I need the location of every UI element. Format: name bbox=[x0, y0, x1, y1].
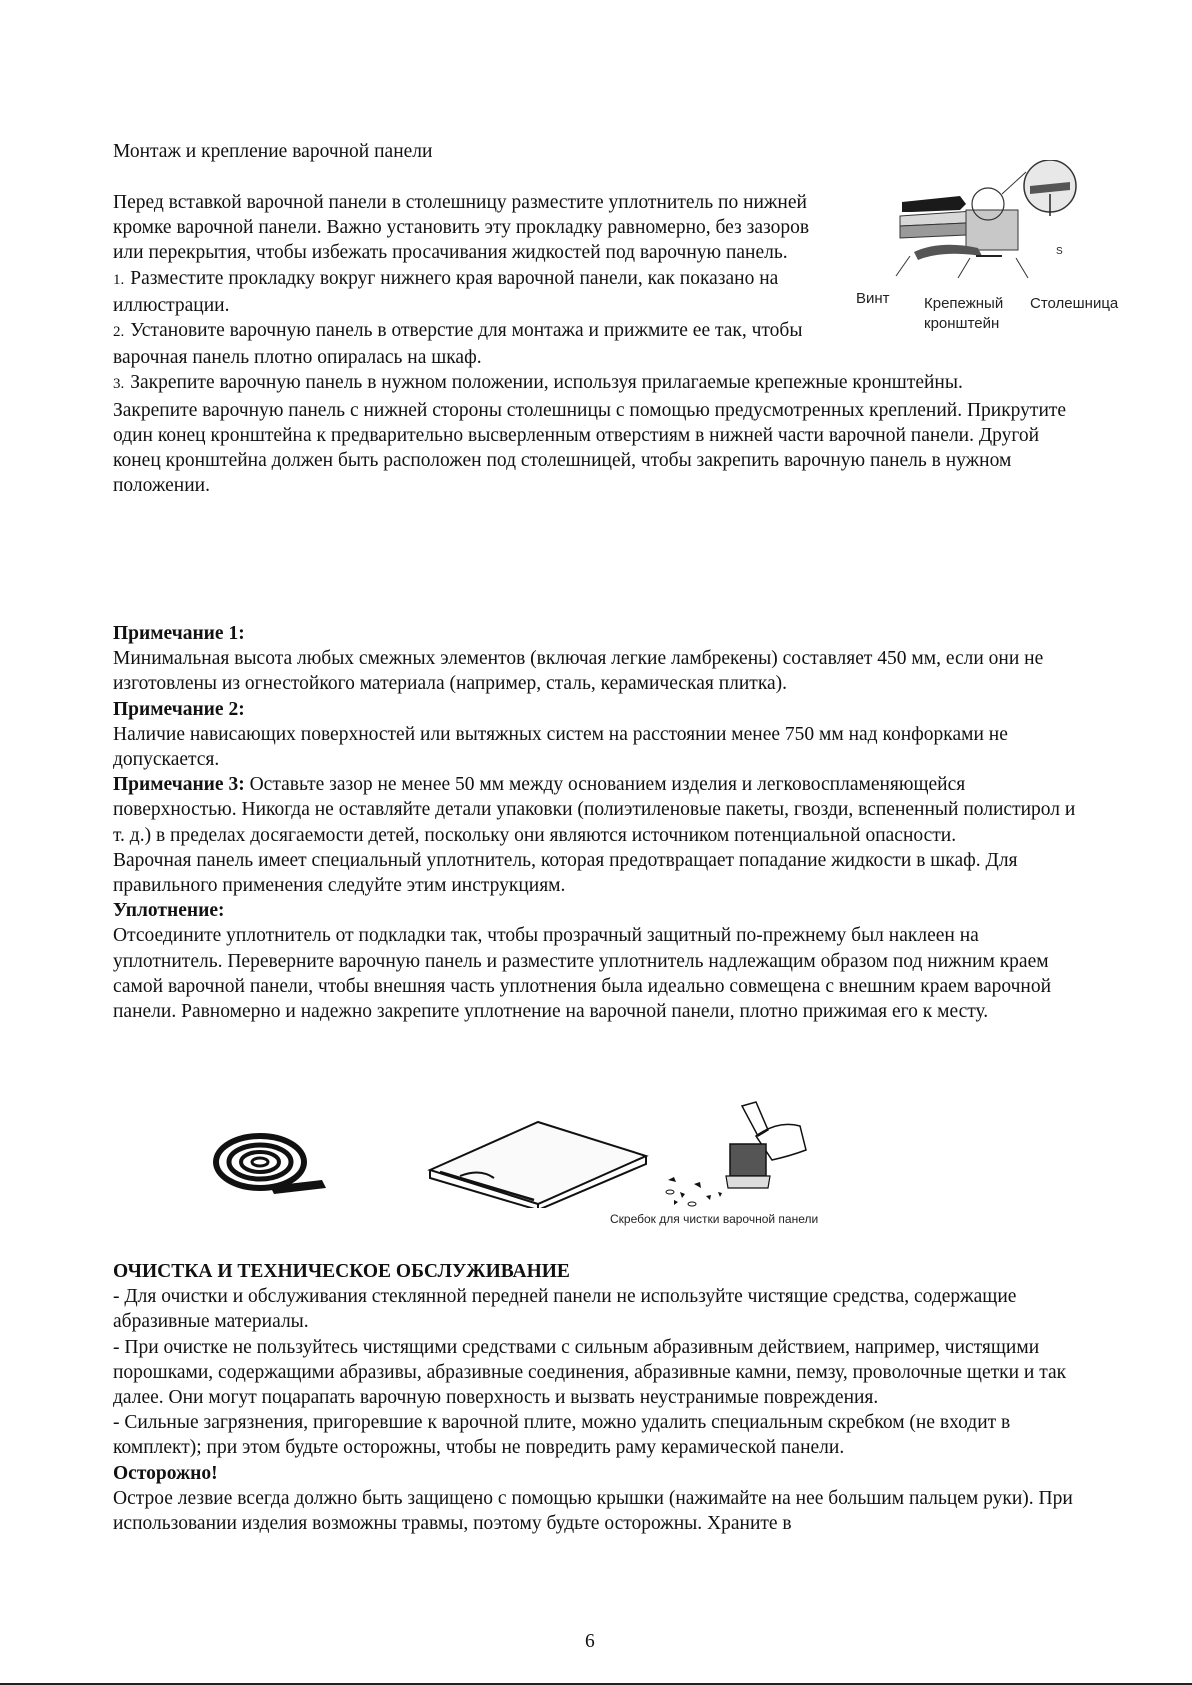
step-text: Установите варочную панель в отверстие для монтажа и прижмите ее так, чтобы варочная панель плотно опиралась на шкаф. bbox=[113, 320, 803, 369]
seal-heading: Уплотнение: bbox=[113, 900, 225, 922]
install-step-2 bbox=[113, 318, 833, 370]
cleaning-block bbox=[113, 1259, 1083, 1536]
install-intro: Перед вставкой варочной панели в столешницу разместите уплотнитель по нижней кромке варочной панели. Важно установить эту прокладку равномерно, без зазоров или перекрытия, чтобы избежать просачивания жидкостей под варочную панель. bbox=[113, 192, 810, 264]
note-1-heading: Примечание 1: bbox=[113, 623, 245, 644]
cleaning-item-2: - При очистке не пользуйтесь чистящими средствами с сильным абразивным действием, например, чистящими порошками, содержащими абразивы, абразивные соединения, абразивные камни, пемзу, проволочные щетки и так далее. Они могут поцарапать варочную поверхность и вызвать неустранимые повреждения. bbox=[113, 1336, 1067, 1409]
notes-block bbox=[113, 621, 1083, 1024]
note-3-text: Оставьте зазор не менее 50 мм между основанием изделия и легковоспламеняющейся поверхностью. Никогда не оставляйте детали упаковки (полиэтиленовые пакеты, гвозди, вспененный полистирол и т. д.) в пределах досягаемости детей, поскольку они являются источником потенциальной опасности. bbox=[113, 774, 1076, 846]
step-number: 3. bbox=[113, 376, 125, 393]
dimension-label: S bbox=[1056, 246, 1063, 257]
note-3 bbox=[113, 772, 1083, 848]
note-1-text: Минимальная высота любых смежных элементов (включая легкие ламбрекены) составляет 450 мм, если они не изготовлены из огнестойкого материала (например, сталь, керамическая плитка). bbox=[113, 648, 1044, 695]
scraper-caption: Скребок для чистки варочной панели bbox=[610, 1212, 819, 1226]
cleaning-heading: ОЧИСТКА И ТЕХНИЧЕСКОЕ ОБСЛУЖИВАНИЕ bbox=[113, 1261, 570, 1282]
install-step-3 bbox=[113, 370, 973, 397]
caution-heading: Осторожно! bbox=[113, 1462, 218, 1484]
scraper-illustration bbox=[660, 1100, 820, 1210]
cleaning-item-1: - Для очистки и обслуживания стеклянной передней панели не используйте чистящие средства, содержащие абразивные материалы. bbox=[113, 1286, 1017, 1333]
install-step-1 bbox=[113, 266, 833, 318]
seal-intro: Варочная панель имеет специальный уплотнитель, которая предотвращает попадание жидкости в шкаф. Для правильного применения следуйте этим инструкциям. bbox=[113, 849, 1018, 897]
step-text: Разместите прокладку вокруг нижнего края варочной панели, как показано на иллюстрации. bbox=[113, 267, 779, 316]
note-2-heading: Примечание 2: bbox=[113, 698, 245, 720]
seal-roll-illustration bbox=[210, 1130, 330, 1200]
hob-with-seal-illustration bbox=[420, 1118, 650, 1208]
step-number: 2. bbox=[113, 324, 125, 341]
note-2-text: Наличие нависающих поверхностей или вытяжных систем на расстоянии менее 750 мм над конфорками не допускается. bbox=[113, 723, 1008, 771]
step-number: 1. bbox=[113, 271, 125, 288]
page-number: 6 bbox=[585, 1631, 595, 1652]
note-3-heading: Примечание 3: bbox=[113, 774, 245, 796]
seal-text: Отсоедините уплотнитель от подкладки так, чтобы прозрачный защитный по-прежнему был наклеен на уплотнитель. Переверните варочную панель и разместите уплотнитель надлежащим образом под нижним краем самой варочной панели, чтобы внешняя часть уплотнения была идеально совмещена с внешним краем варочной панели. Равномерно и надежно закрепите уплотнение на варочной панели, плотно прижимая его к месту. bbox=[113, 925, 1052, 1023]
label-bracket-line2: кронштейн bbox=[924, 315, 1000, 332]
caution-text: Острое лезвие всегда должно быть защищено с помощью крышки (нажимайте на нее большим пальцем руки). При использовании изделия возможны травмы, поэтому будьте осторожны. Храните в bbox=[113, 1487, 1073, 1535]
cleaning-item-3: - Сильные загрязнения, пригоревшие к варочной плите, можно удалить специальным скребком (не входит в комплект); при этом будьте осторожны, чтобы не повредить раму керамической панели. bbox=[113, 1412, 1011, 1459]
install-outro: Закрепите варочную панель с нижней стороны столешницы с помощью предусмотренных креплений. Прикрутите один конец кронштейна к предварительно высверленным отверстиям в нижней части варочной панели. Другой конец кронштейна должен быть расположен под столешницей, чтобы закрепить варочную панель в нужном положении. bbox=[113, 399, 1067, 497]
step-text: Закрепите варочную панель в нужном положении, используя прилагаемые крепежные кронштейны. bbox=[130, 372, 963, 394]
mounting-diagram bbox=[880, 160, 1080, 280]
label-screw: Винт bbox=[856, 290, 890, 307]
label-bracket-line1: Крепежный bbox=[924, 295, 1004, 312]
section-title: Монтаж и крепление варочной панели bbox=[113, 141, 433, 162]
label-countertop: Столешница bbox=[1030, 295, 1119, 312]
